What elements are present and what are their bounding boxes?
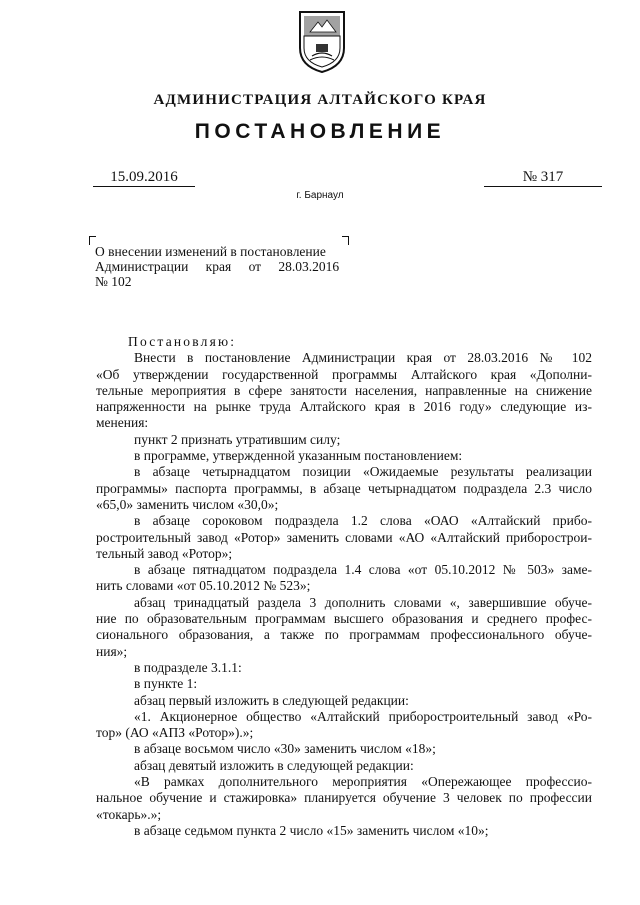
document-body (96, 334, 592, 839)
body-line: «Об утверждении государственной программы Алтайского края «Дополни- (96, 366, 592, 382)
body-line: «1. Акционерное общество «Алтайский приборостроительный завод «Ро- (134, 708, 592, 724)
document-date: 15.09.2016 (93, 168, 195, 187)
body-line: «В рамках дополнительного мероприятия «Опережающее профессио- (134, 774, 592, 790)
body-line: в абзаце седьмом пункта 2 число «15» заменить числом «10»; (134, 822, 489, 838)
body-line: ростроительный завод «Ротор» заменить словами «АО «Алтайский приборострои- (96, 529, 592, 545)
document-subject (95, 244, 347, 289)
document-type-title: ПОСТАНОВЛЕНИЕ (194, 120, 446, 143)
body-line: в абзаце пятнадцатом подраздела 1.4 слова «от 05.10.2012 № 503» заме- (134, 562, 592, 578)
subject-line: О внесении изменений в постановление (95, 244, 326, 259)
body-line: тор» (АО «АПЗ «Ротор»).»; (96, 725, 254, 741)
document-number: № 317 (484, 168, 602, 187)
organization-title: АДМИНИСТРАЦИЯ АЛТАЙСКОГО КРАЯ (153, 92, 487, 108)
body-line: абзац тринадцатый раздела 3 дополнить словами «, завершившие обуче- (134, 594, 592, 610)
body-line: «токарь».»; (96, 806, 162, 822)
body-line: ние по образовательным программам высшего образования и среднего профес- (96, 611, 592, 627)
body-line: Постановляю: (128, 334, 237, 349)
body-line: в пункте 1: (134, 676, 198, 692)
body-line: в абзаце сороковом подраздела 1.2 слова «ОАО «Алтайский прибо- (134, 513, 592, 529)
body-line: тельный завод «Ротор»; (96, 545, 233, 561)
subject-line: Администрации края от 28.03.2016 (95, 259, 340, 274)
body-line: напряженности на рынке труда Алтайского края в 2016 году» следующие из- (96, 399, 592, 415)
body-line: нить словами «от 05.10.2012 № 523»; (96, 578, 311, 594)
document-city: г. Барнаул (296, 190, 344, 201)
body-line: сионального образования, а также по программам профессионального обуче- (96, 627, 592, 643)
body-line: в абзаце четырнадцатом позиции «Ожидаемые результаты реализации (134, 464, 592, 480)
body-line: абзац девятый изложить в следующей редакции: (134, 757, 414, 773)
coat-of-arms-icon (296, 8, 348, 74)
body-line: абзац первый изложить в следующей редакции: (134, 692, 409, 708)
body-line: нальное обучение и стажировка» планируется обучение 3 человек по профессии (96, 790, 592, 806)
body-line: в программе, утвержденной указанным постановлением: (134, 448, 463, 464)
body-line: «65,0» заменить числом «30,0»; (96, 496, 279, 512)
body-line: тельные мероприятия в сфере занятости населения, направленные на снижение (96, 382, 592, 398)
body-line: в подразделе 3.1.1: (134, 659, 242, 675)
body-line: менения: (96, 415, 149, 431)
body-line: ния»; (96, 643, 128, 659)
body-line: в абзаце восьмом число «30» заменить числом «18»; (134, 741, 436, 757)
body-line: пункт 2 признать утратившим силу; (134, 431, 341, 447)
body-line: Внести в постановление Администрации края от 28.03.2016 № 102 (134, 350, 592, 366)
body-line: программы» паспорта программы, в абзаце четырнадцатом подраздела 2.3 число (96, 480, 592, 496)
subject-line: № 102 (95, 274, 132, 289)
